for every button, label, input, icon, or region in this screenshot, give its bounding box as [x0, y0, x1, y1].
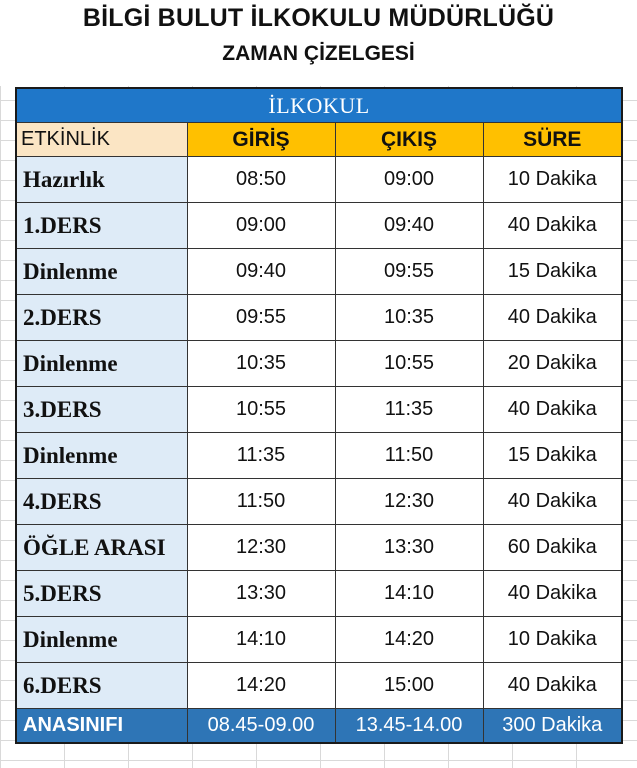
page-subtitle: ZAMAN ÇİZELGESİ: [222, 42, 415, 65]
school-level-cell[interactable]: İLKOKUL: [16, 88, 622, 123]
table-row: [16, 157, 622, 203]
table-row: [16, 663, 622, 709]
duration-cell[interactable]: 15 Dakika: [483, 433, 622, 479]
activity-cell[interactable]: Dinlenme: [16, 617, 187, 663]
preschool-row: [16, 709, 622, 744]
entry-time-cell[interactable]: 09:40: [187, 249, 335, 295]
entry-time-cell[interactable]: 14:20: [187, 663, 335, 709]
table-row: [16, 525, 622, 571]
duration-cell[interactable]: 40 Dakika: [483, 571, 622, 617]
activity-cell[interactable]: 6.DERS: [16, 663, 187, 709]
table-row: [16, 295, 622, 341]
exit-time-cell[interactable]: 11:50: [335, 433, 483, 479]
exit-time-cell[interactable]: 12:30: [335, 479, 483, 525]
duration-cell[interactable]: 40 Dakika: [483, 479, 622, 525]
activity-cell[interactable]: 5.DERS: [16, 571, 187, 617]
exit-time-cell[interactable]: 09:00: [335, 157, 483, 203]
activity-cell[interactable]: Dinlenme: [16, 341, 187, 387]
preschool-exit-cell[interactable]: 13.45-14.00: [335, 709, 483, 744]
duration-cell[interactable]: 40 Dakika: [483, 387, 622, 433]
table-row: [16, 617, 622, 663]
exit-time-cell[interactable]: 09:55: [335, 249, 483, 295]
duration-cell[interactable]: 40 Dakika: [483, 295, 622, 341]
exit-time-cell[interactable]: 10:35: [335, 295, 483, 341]
duration-cell[interactable]: 15 Dakika: [483, 249, 622, 295]
entry-time-cell[interactable]: 10:35: [187, 341, 335, 387]
duration-cell[interactable]: 40 Dakika: [483, 663, 622, 709]
entry-time-cell[interactable]: 13:30: [187, 571, 335, 617]
entry-time-cell[interactable]: 10:55: [187, 387, 335, 433]
header-duration[interactable]: SÜRE: [483, 123, 622, 157]
exit-time-cell[interactable]: 13:30: [335, 525, 483, 571]
title-area: [0, 0, 637, 86]
activity-cell[interactable]: 1.DERS: [16, 203, 187, 249]
entry-time-cell[interactable]: 09:00: [187, 203, 335, 249]
entry-time-cell[interactable]: 09:55: [187, 295, 335, 341]
page-title: BİLGİ BULUT İLKOKULU MÜDÜRLÜĞÜ: [82, 4, 555, 32]
exit-time-cell[interactable]: 14:20: [335, 617, 483, 663]
schedule-table: [15, 87, 623, 744]
entry-time-cell[interactable]: 14:10: [187, 617, 335, 663]
activity-cell[interactable]: 3.DERS: [16, 387, 187, 433]
duration-cell[interactable]: 40 Dakika: [483, 203, 622, 249]
entry-time-cell[interactable]: 12:30: [187, 525, 335, 571]
activity-cell[interactable]: 2.DERS: [16, 295, 187, 341]
exit-time-cell[interactable]: 15:00: [335, 663, 483, 709]
table-row: [16, 479, 622, 525]
activity-cell[interactable]: ÖĞLE ARASI: [16, 525, 187, 571]
activity-cell[interactable]: Hazırlık: [16, 157, 187, 203]
activity-cell[interactable]: Dinlenme: [16, 249, 187, 295]
exit-time-cell[interactable]: 14:10: [335, 571, 483, 617]
preschool-entry-cell[interactable]: 08.45-09.00: [187, 709, 335, 744]
header-exit[interactable]: ÇIKIŞ: [335, 123, 483, 157]
activity-cell[interactable]: Dinlenme: [16, 433, 187, 479]
table-row: [16, 341, 622, 387]
table-row: [16, 203, 622, 249]
header-activity[interactable]: ETKİNLİK: [16, 123, 187, 157]
duration-cell[interactable]: 10 Dakika: [483, 157, 622, 203]
table-row: [16, 249, 622, 295]
header-entry[interactable]: GİRİŞ: [187, 123, 335, 157]
activity-cell[interactable]: 4.DERS: [16, 479, 187, 525]
exit-time-cell[interactable]: 10:55: [335, 341, 483, 387]
exit-time-cell[interactable]: 11:35: [335, 387, 483, 433]
preschool-label-cell[interactable]: ANASINIFI: [16, 709, 187, 744]
entry-time-cell[interactable]: 11:35: [187, 433, 335, 479]
exit-time-cell[interactable]: 09:40: [335, 203, 483, 249]
column-header-row: [16, 123, 622, 157]
table-row: [16, 387, 622, 433]
duration-cell[interactable]: 10 Dakika: [483, 617, 622, 663]
duration-cell[interactable]: 20 Dakika: [483, 341, 622, 387]
table-row: [16, 433, 622, 479]
entry-time-cell[interactable]: 08:50: [187, 157, 335, 203]
school-level-row: [16, 88, 622, 123]
duration-cell[interactable]: 60 Dakika: [483, 525, 622, 571]
table-row: [16, 571, 622, 617]
preschool-duration-cell[interactable]: 300 Dakika: [483, 709, 622, 744]
entry-time-cell[interactable]: 11:50: [187, 479, 335, 525]
